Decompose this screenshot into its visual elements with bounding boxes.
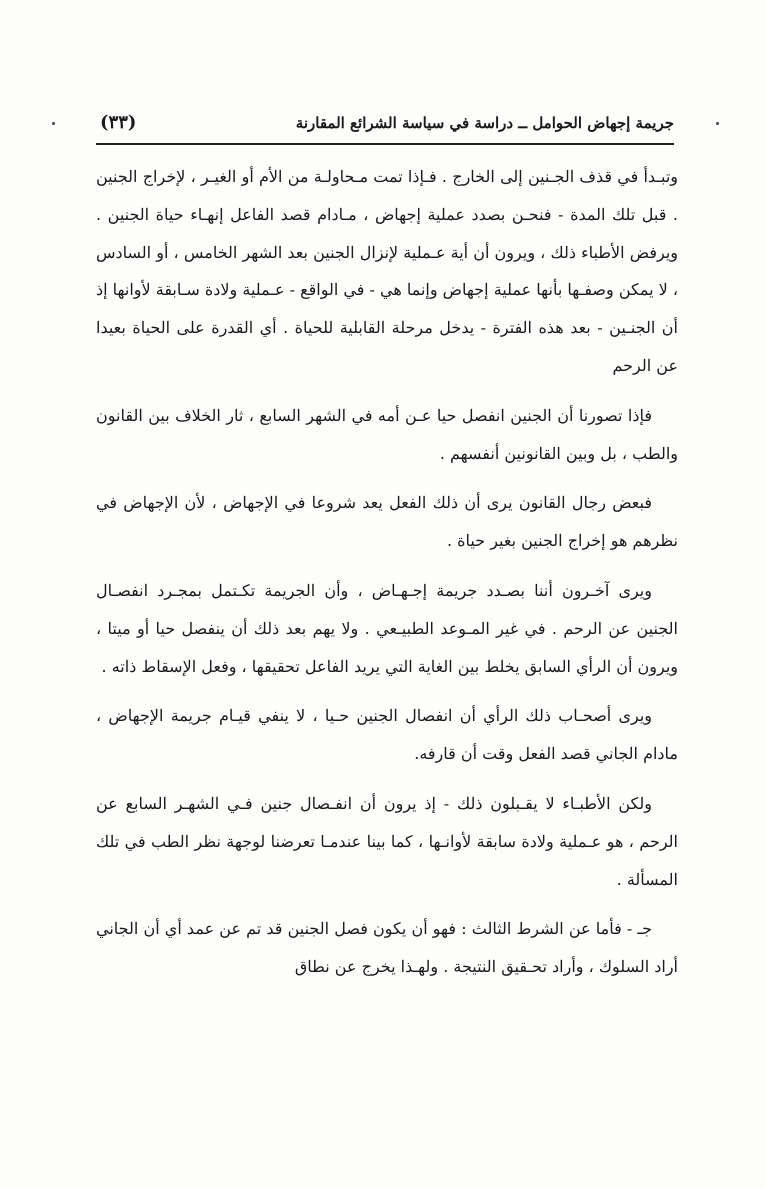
paragraph-1: وتبـدأ في قذف الجـنين إلى الخارج . فـإذا تمت مـحاولـة من الأم أو الغيـر ، لإخراج الجنين . قبل تلك المدة - فنحـن بصدد عملية إجهاض ، مـادام قصد الفاعل إنهـاء حياة الجنين . ويرفض الأطباء ذلك ، ويرون أن أية عـملية لإنزال الجنين بعد الشهر الخامس ، أو السادس ، لا يمكن وصفـها بأنها عملية إجهاض وإنما هي - في الواقع - عـملية ولادة سـابقة لأوانها إذ أن الجنـين - بعد هذه الفترة - يدخل مرحلة القابلية للحياة . أي القدرة على الحياة بعيدا عن الرحم xyxy=(96,167,678,375)
paragraph-4: ويرى آخـرون أننا بصـدد جريمة إجـهـاض ، وأن الجريمة تكـتمل بمجـرد انفصـال الجنين عن الرحم . في غير المـوعد الطبيـعي . ولا يهم بعد ذلك أن ينفصل حيا أو ميتا ، ويرون أن الرأي السابق يخلط بين الغاية التي يريد الفاعل تحقيقها ، وفعل الإسقاط ذاته . xyxy=(96,580,678,676)
header-divider xyxy=(96,143,674,145)
page-number: (٣٣) xyxy=(100,112,137,133)
paragraph-3: فبعض رجال القانون يرى أن ذلك الفعل يعد شروعا في الإجهاض ، لأن الإجهاض في نظرهم هو إخراج الجنين بغير حياة . xyxy=(96,493,678,551)
scan-speck xyxy=(52,122,55,125)
running-title: جريمة إجهاض الحوامل ــ دراسة في سياسة الشرائع المقارنة xyxy=(295,114,674,132)
paragraph-2: فإذا تصورنا أن الجنين انفصل حيا عـن أمه في الشهر السابع ، ثار الخلاف بين القانون والطب ، بل وبين القانونين أنفسهم . xyxy=(96,405,678,463)
paragraph-7: جـ - فأما عن الشرط الثالث : فهو أن يكون فصل الجنين قد تم عن عمد أي أن الجاني أراد السلوك ، وأراد تحـقيق النتيجة . ولهـذا يخرج عن نطاق xyxy=(96,919,678,977)
scan-speck xyxy=(716,122,719,125)
body-text xyxy=(96,158,678,986)
paragraph-6: ولكن الأطبـاء لا يقـبلون ذلك - إذ يرون أن انفـصال جنين فـي الشهـر السابع عن الرحم ، هو عـملية ولادة سابقة لأوانـها ، كما بينا عندمـا تعرضنا لوجهة نظر الطب في تلك المسألة . xyxy=(96,793,678,889)
running-header xyxy=(96,112,674,142)
paragraph-5: ويرى أصحـاب ذلك الرأي أن انفصال الجنين حـيا ، لا ينفي قيـام جريمة الإجهاض ، مادام الجاني قصد الفعل وقت أن قارفه. xyxy=(96,706,678,764)
